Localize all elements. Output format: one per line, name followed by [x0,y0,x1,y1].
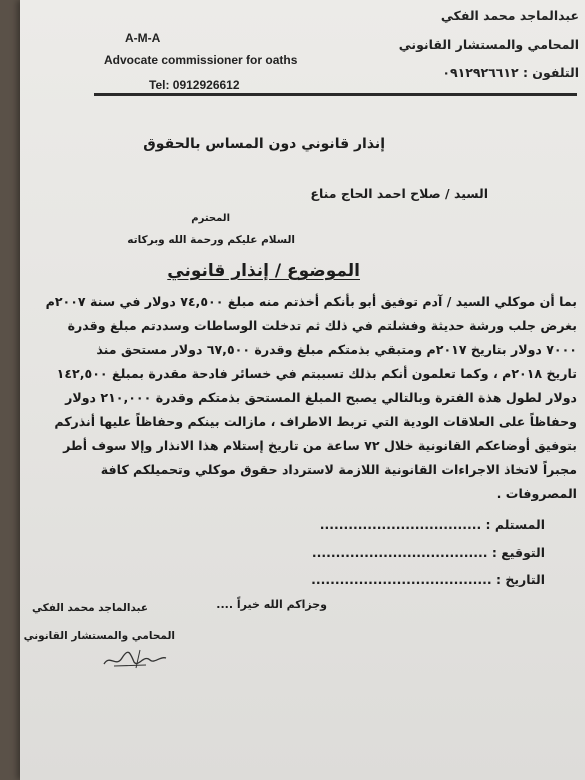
letterhead-title-ar: المحامي والمستشار القانوني [398,37,579,52]
body-line-1: بما أن موكلي السيد / آدم توفيق أبو بأنكم أخذتم منه مبلغ ٧٤,٥٠٠ دولار في سنة ٢٠٠٧م [45,294,577,309]
recipient: السيد / صلاح احمد الحاج مناع [310,186,488,201]
body-line-2: بغرض جلب ورشة حديثة وفشلتم في ذلك ثم تدخلت الوساطات وسددتم مبلغ وقدرة [67,318,577,333]
body-line-6: وحفاظاً على العلاقات الودية التي تربط الاطراف ، مازالت بينكم وحفاظاً عليها أنذركم [54,414,577,429]
body-line-5: دولار لطول هذة الفترة وبالتالي يصبح المبلغ المستحق بذمتكم وقدرة ٢١٠,٠٠٠ دولار [65,390,577,405]
body-line-7: بتوفيق أوضاعكم القانونية خلال ٧٢ ساعة من تاريخ إستلام هذا الانذار وإلا سوف أطر [63,438,577,453]
letterhead-phone-en: Tel: 0912926612 [149,78,240,92]
handwritten-signature [100,646,170,672]
letterhead-phone-ar: التلفون : ٠٩١٢٩٢٦٦١٢ [442,65,579,80]
signature-field: التوقيع : ..................................... [311,545,545,560]
letterhead-name-ar: عبدالماجد محمد الفكي [440,8,579,23]
letter-page [20,0,585,780]
notice-title: إنذار قانوني دون المساس بالحقوق [143,136,385,152]
body-line-4: تاريخ ٢٠١٨م ، وكما تعلمون أنكم بذلك تسببتم في خسائر فادحة مقدرة بمبلغ ١٤٢,٥٠٠ [56,366,577,381]
date-field: التاريخ : ...................................... [311,572,545,587]
closing: وجزاكم الله خيراً .... [216,598,327,611]
receiver-field: المستلم : .................................. [319,517,545,532]
footer-name: عبدالماجد محمد الفكي [32,602,148,614]
letterhead-title-en: Advocate commissioner for oaths [104,53,298,67]
letterhead-divider [94,93,577,96]
greeting: السلام عليكم ورحمة الله وبركاته [127,234,295,246]
body-line-8: مجبراً لاتخاذ الاجراءات القانونية اللازمة لاسترداد حقوق موكلي وتحميلكم كافة [100,462,577,477]
body-line-9: المصروفات . [496,486,577,501]
footer-title: المحامي والمستشار القانوني [23,630,175,642]
letterhead-initials: A-M-A [125,31,161,45]
subject-line: الموضوع / إنذار قانوني [167,261,360,281]
body-line-3: ٧٠٠٠ دولار بتاريخ ٢٠١٧م ومتبقي بذمتكم مبلغ وقدرة ٦٧,٥٠٠ دولار مستحق منذ [96,342,577,357]
honorific: المحترم [191,213,230,224]
